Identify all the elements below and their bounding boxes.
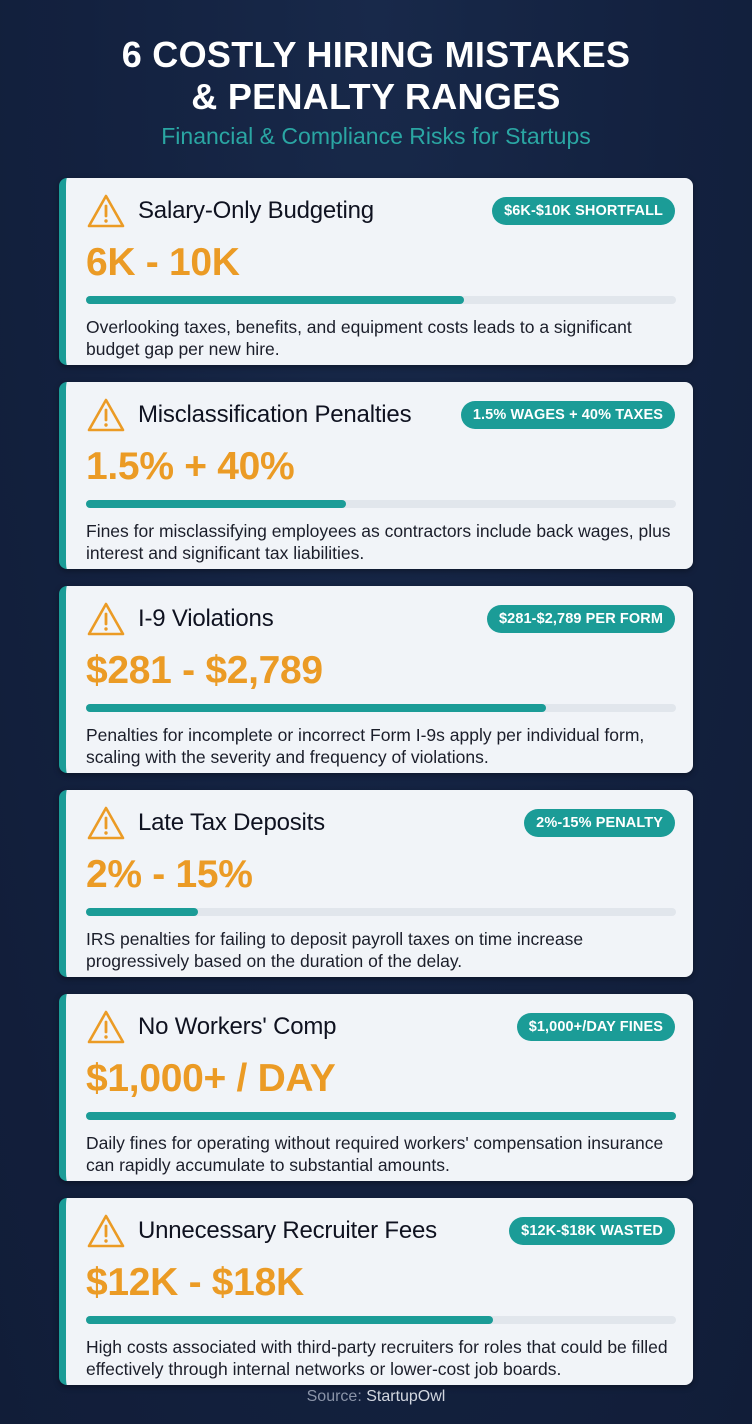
card-title: I-9 Violations [138,605,274,632]
cost-range: 2% - 15% [86,853,253,896]
card-title-group [86,601,274,637]
card-description: Overlooking taxes, benefits, and equipment costs leads to a significant budget gap per new hire. [86,317,632,359]
severity-bar [86,704,676,712]
card-title-group [86,1009,336,1045]
card-title-group [86,397,411,433]
mistake-cards [59,178,693,1402]
mistake-card [59,790,693,977]
page-title [0,34,752,118]
warning-triangle-icon [86,397,126,433]
card-title-group [86,1213,437,1249]
mistake-card [59,382,693,569]
card-title: Salary-Only Budgeting [138,197,374,224]
card-title: Misclassification Penalties [138,401,412,428]
penalty-badge: $281-$2,789 PER FORM [487,605,675,633]
mistake-card [59,586,693,773]
severity-bar-fill [86,908,198,916]
warning-triangle-icon [86,1213,126,1249]
card-description: Daily fines for operating without required workers' compensation insurance can rapidly accumulate to substantial amounts. [86,1133,664,1175]
penalty-badge: 2%-15% PENALTY [524,809,675,837]
source-label: Source: [306,1388,362,1405]
severity-bar-fill [86,704,546,712]
mistake-card [59,994,693,1181]
severity-bar [86,1316,676,1324]
mistake-card [59,1198,693,1385]
mistake-card [59,178,693,365]
source-credit [0,1388,752,1406]
card-title-group [86,805,325,841]
card-description: IRS penalties for failing to deposit payroll taxes on time increase progressively based on the duration of the delay. [86,929,584,971]
severity-bar [86,296,676,304]
severity-bar [86,908,676,916]
cost-range: $281 - $2,789 [86,649,323,692]
card-title: Late Tax Deposits [138,809,325,836]
severity-bar-fill [86,500,346,508]
penalty-badge: $12K-$18K WASTED [509,1217,675,1245]
severity-bar-fill [86,1112,676,1120]
card-title: Unnecessary Recruiter Fees [138,1217,437,1244]
warning-triangle-icon [86,1009,126,1045]
cost-range: 6K - 10K [86,241,240,284]
card-header [86,806,675,840]
card-header [86,1214,675,1248]
card-header [86,398,675,432]
penalty-badge: 1.5% WAGES + 40% TAXES [461,401,675,429]
cost-range: 1.5% + 40% [86,445,295,488]
card-header [86,194,675,228]
card-header [86,602,675,636]
warning-triangle-icon [86,805,126,841]
penalty-badge: $6K-$10K SHORTFALL [492,197,675,225]
card-description: High costs associated with third-party recruiters for roles that could be filled effectively through internal networks or lower-cost job boards. [86,1337,668,1379]
card-title-group [86,193,374,229]
card-header [86,1010,675,1044]
card-description: Fines for misclassifying employees as contractors include back wages, plus interest and significant tax liabilities. [86,521,671,563]
header [0,0,752,150]
source-name: StartupOwl [366,1388,446,1405]
title-line-2: & PENALTY RANGES [191,76,561,117]
card-description: Penalties for incomplete or incorrect Form I-9s apply per individual form, scaling with the severity and frequency of violations. [86,725,645,767]
warning-triangle-icon [86,193,126,229]
severity-bar [86,1112,676,1120]
cost-range: $1,000+ / DAY [86,1057,336,1100]
warning-triangle-icon [86,601,126,637]
severity-bar-fill [86,296,464,304]
cost-range: $12K - $18K [86,1261,304,1304]
card-title: No Workers' Comp [138,1013,337,1040]
severity-bar [86,500,676,508]
severity-bar-fill [86,1316,493,1324]
subtitle: Financial & Compliance Risks for Startups [161,123,591,149]
title-line-1: 6 COSTLY HIRING MISTAKES [121,34,631,75]
penalty-badge: $1,000+/DAY FINES [517,1013,675,1041]
